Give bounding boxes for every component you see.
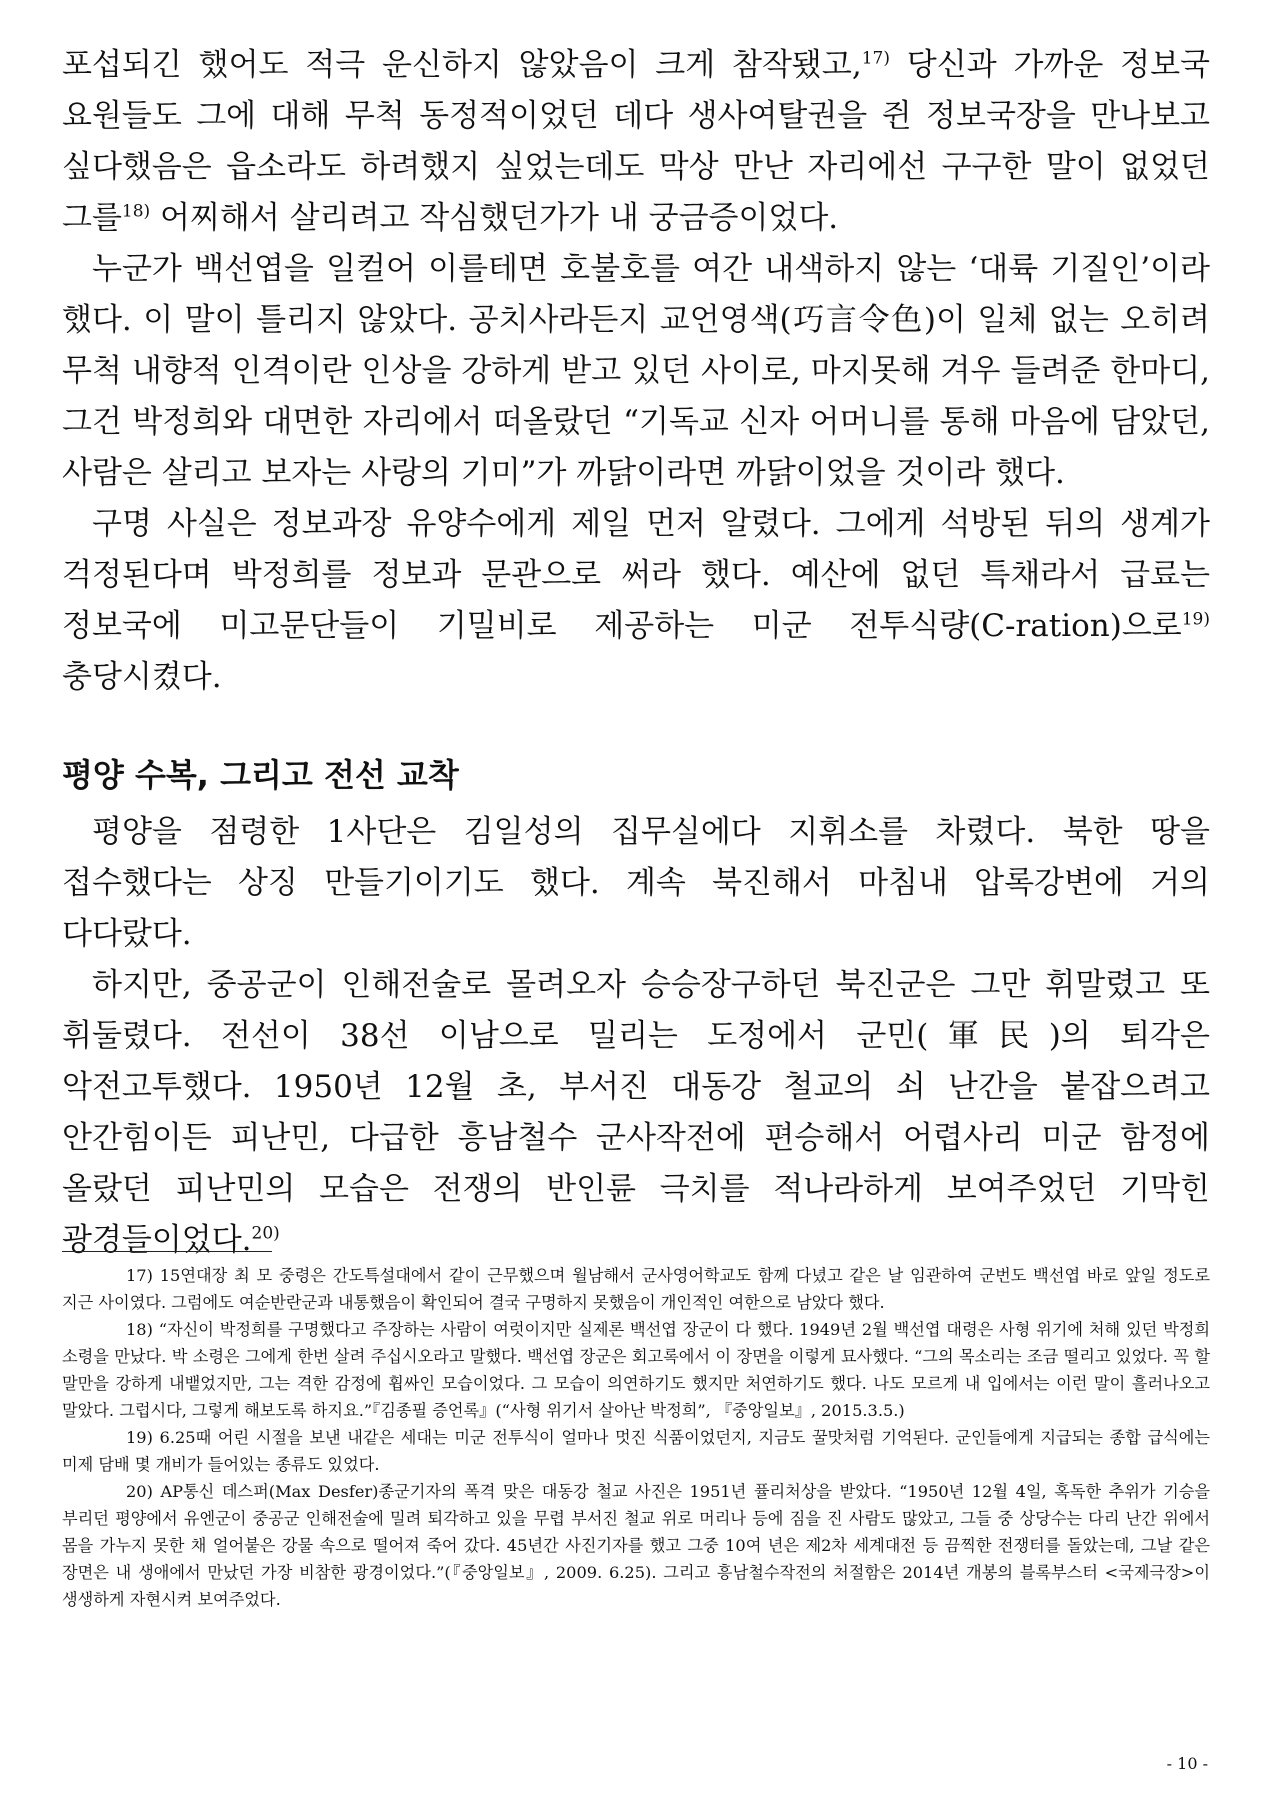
footnote-ref-20[interactable]: 20) [251,1223,280,1244]
paragraph-text: 하지만, 중공군이 인해전술로 몰려오자 승승장구하던 북진군은 그만 휘말렸고 또 휘둘렸다. 전선이 38선 이남으로 밀리는 도정에서 군민(軍民)의 퇴각은 악전고투했다. 1950년 12월 초, 부서진 대동강 철교의 쇠 난간을 붙잡으려고 안간힘이든 피난민, 다급한 흥남철수 군사작전에 편승해서 어렵사리 미군 함정에 올랐던 피난민의 모습은 전쟁의 반인륜 극치를 적나라하게 보여주었던 기막힌 광경들이었다. [62,967,1210,1258]
paragraph-text: 어찌해서 살리려고 작심했던가가 내 궁금증이었다. [150,200,839,236]
body-paragraph-1 [62,40,1210,244]
footnote-ref-17[interactable]: 17) [861,48,890,69]
footnote-divider [62,1251,272,1252]
section-heading: 평양 수복, 그리고 전선 교착 [62,756,459,794]
body-paragraph-3 [62,499,1210,703]
paragraph-text: 평양을 점령한 1사단은 김일성의 집무실에다 지휘소를 차렸다. 북한 땅을 접수했다는 상징 만들기이기도 했다. 계속 북진해서 마침내 압록강변에 거의 다다랐다. [62,814,1210,952]
paragraph-text: 포섭되긴 했어도 적극 운신하지 않았음이 크게 참작됐고, [62,47,862,83]
footnote-ref-18[interactable]: 18) [121,201,151,222]
page-content [62,40,1210,1266]
footnote-number: 17) [126,1266,153,1285]
paragraph-text: 구명 사실은 정보과장 유양수에게 제일 먼저 알렸다. 그에게 석방된 뒤의 생계가 걱정된다며 박정희를 정보과 문관으로 써라 했다. 예산에 없던 특채라서 급료는 정보국에 미고문단들이 기밀비로 제공하는 미군 전투식량(C-ration)으로 [62,506,1210,644]
paragraph-text: 당신과 가까운 정보국 요원들도 그에 대해 무척 동정적이었던 데다 생사여탈권을 쥔 정보국장을 만나보고 싶다했음은 읍소라도 하려했지 싶었는데도 막상 만난 자리에선 구구한 말이 없었던 그를 [62,47,1211,236]
body-paragraph-2 [62,244,1210,499]
footnote-text: AP통신 데스퍼(Max Desfer)종군기자의 폭격 맞은 대동강 철교 사진은 1951년 퓰리처상을 받았다. “1950년 12월 4일, 혹독한 추위가 기승을 부리던 평양에서 유엔군이 중공군 인해전술에 밀려 퇴각하고 있을 무렵 부서진 철교 위로 머리나 등에 짐을 진 사람도 많았고, 그들 중 상당수는 다리 난간 위에서 몸을 가누지 못한 채 얼어붙은 강물 속으로 떨어져 죽어 갔다. 45년간 사진기자를 했고 그중 10여 년은 제2차 세계대전 등 끔찍한 전쟁터를 돌았는데, 그날 같은 장면은 내 생애에서 만났던 가장 비참한 광경이었다.”(『중앙일보』, 2009. 6.25). 그리고 흥남철수작전의 처절함은 2014년 개봉의 블록부스터 <국제극장>이 생생하게 자현시켜 보여주었다. [62,1482,1210,1609]
footnote-number: 19) [126,1428,153,1447]
footnote-number: 20) [126,1482,153,1501]
footnote-text: “자신이 박정희를 구명했다고 주장하는 사람이 여럿이지만 실제론 백선엽 장군이 다 했다. 1949년 2월 백선엽 대령은 사형 위기에 처해 있던 박정희 소령을 만났다. 박 소령은 그에게 한번 살려 주십시오라고 말했다. 백선엽 장군은 회고록에서 이 장면을 이렇게 묘사했다. “그의 목소리는 조금 떨리고 있었다. 꼭 할 말만을 강하게 내뱉었지만, 그는 격한 감정에 휩싸인 모습이었다. 그 모습이 의연하기도 했지만 처연하기도 했다. 나도 모르게 내 입에서는 이런 말이 흘러나오고 말았다. 그럽시다, 그렇게 해보도록 하지요.”『김종필 증언록』(“사형 위기서 살아난 박정희”, 『중앙일보』, 2015.3.5.) [62,1320,1210,1420]
body-paragraph-4 [62,807,1210,960]
footnotes [62,1262,1210,1613]
body-paragraph-5 [62,960,1210,1266]
footnote-17 [62,1262,1210,1316]
footnote-18 [62,1316,1210,1424]
footnote-19 [62,1424,1210,1478]
footnote-ref-19[interactable]: 19) [1181,609,1210,630]
paragraph-text: 누군가 백선엽을 일컬어 이를테면 호불호를 여간 내색하지 않는 ‘대륙 기질인’이라 했다. 이 말이 틀리지 않았다. 공치사라든지 교언영색(巧言令色)이 일체 없는 오히려 무척 내향적 인격이란 인상을 강하게 받고 있던 사이로, 마지못해 겨우 들려준 한마디, 그건 박정희와 대면한 자리에서 떠올랐던 “기독교 신자 어머니를 통해 마음에 담았던, 사람은 살리고 보자는 사랑의 기미”가 까닭이라면 까닭이었을 것이라 했다. [62,251,1210,491]
paragraph-text: 충당시켰다. [62,659,222,695]
footnote-text: 6.25때 어린 시절을 보낸 내같은 세대는 미군 전투식이 얼마나 멋진 식품이었던지, 지금도 꿀맛처럼 기억된다. 군인들에게 지급되는 종합 급식에는 미제 담배 몇 개비가 들어있는 종류도 있었다. [62,1428,1210,1474]
footnote-20 [62,1478,1210,1613]
footnote-text: 15연대장 최 모 중령은 간도특설대에서 같이 근무했으며 월남해서 군사영어학교도 함께 다녔고 같은 날 임관하여 군번도 백선엽 바로 앞일 정도로 지근 사이였다. 그럼에도 여순반란군과 내통했음이 확인되어 결국 구명하지 못했음이 개인적인 여한으로 남았다 했다. [62,1266,1210,1312]
page-number: - 10 - [1166,1754,1208,1773]
footnote-number: 18) [126,1320,153,1339]
